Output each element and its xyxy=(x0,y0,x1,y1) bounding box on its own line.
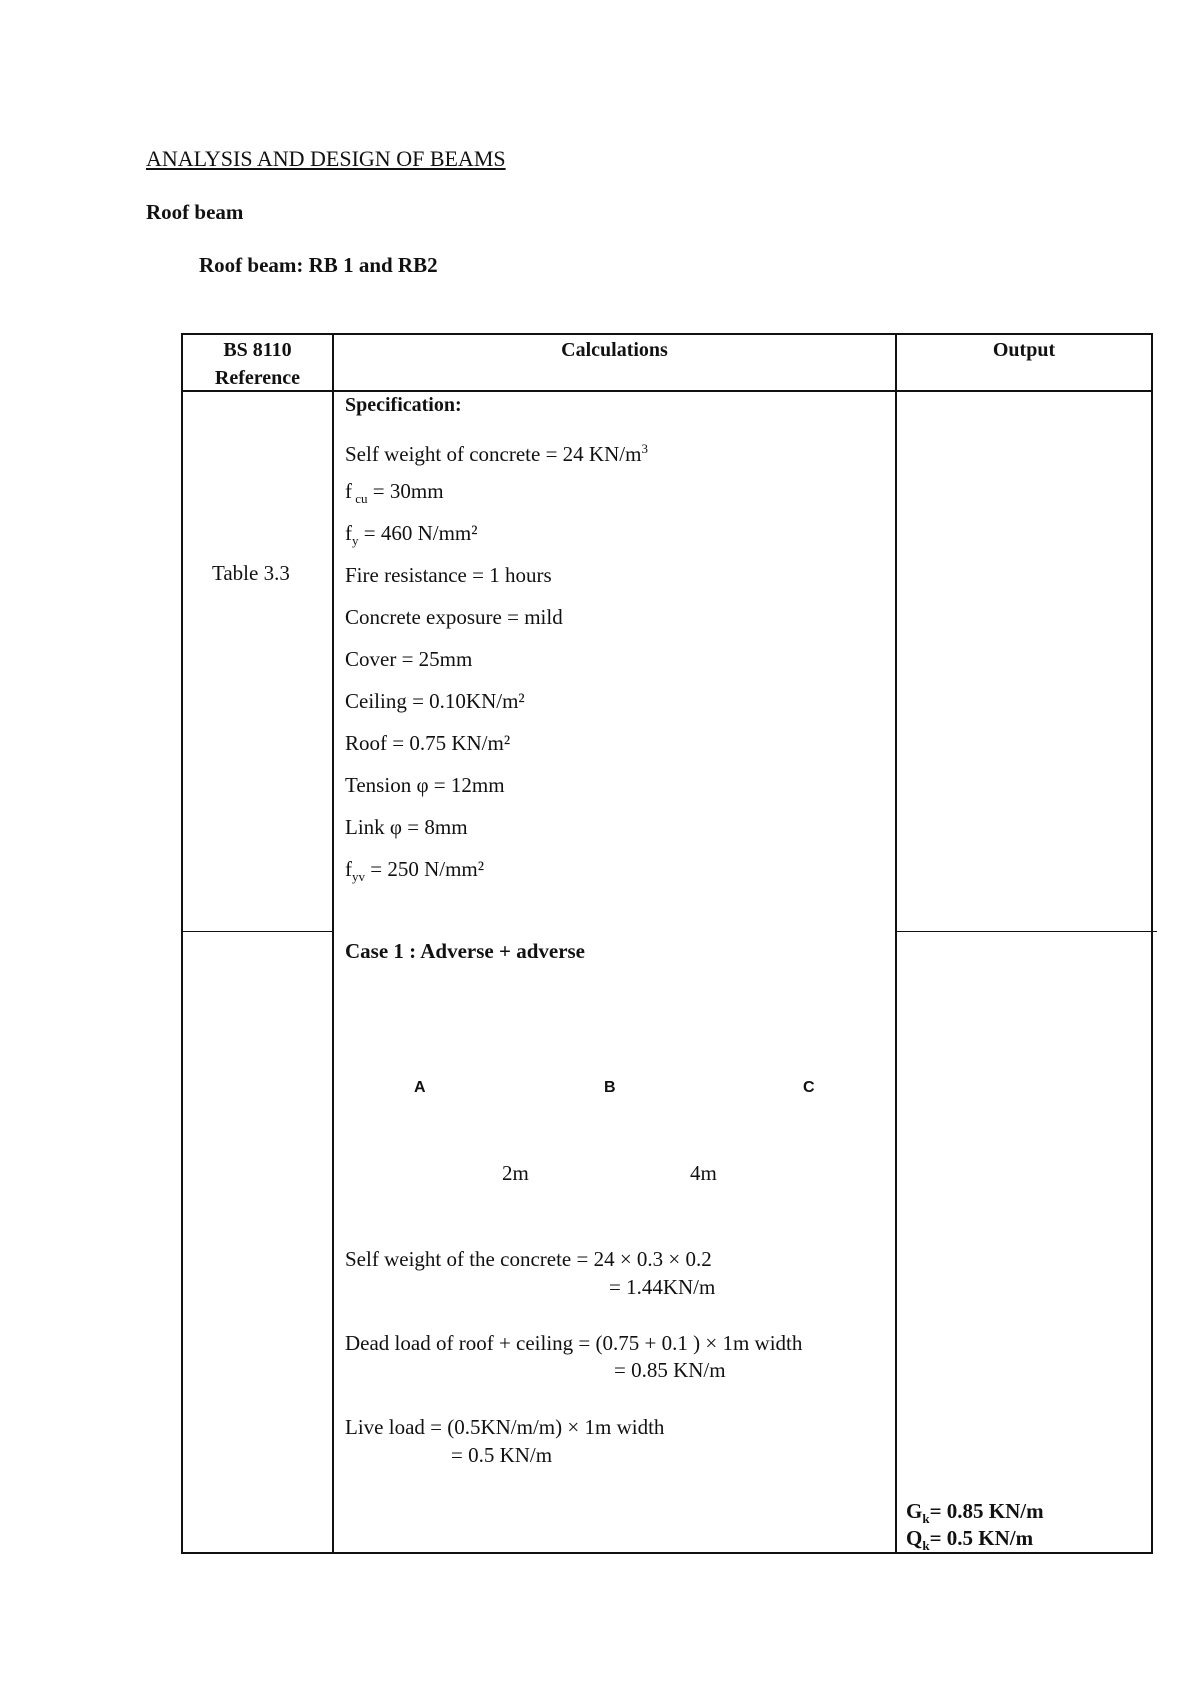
row-divider-left xyxy=(181,931,333,932)
specification-item xyxy=(345,559,648,601)
self-weight-line1: Self weight of the concrete = 24 × 0.3 × 0.2 xyxy=(345,1247,712,1271)
header-reference xyxy=(183,336,332,392)
row-divider-right xyxy=(895,931,1157,932)
case-title: Case 1 : Adverse + adverse xyxy=(345,939,586,963)
specification-list xyxy=(345,433,648,895)
specification-title: Specification: xyxy=(345,394,462,416)
specification-item-text: Self weight of concrete = 24 KN/m xyxy=(345,442,642,466)
specification-item xyxy=(345,769,648,811)
specification-item-text: Roof = 0.75 KN/m² xyxy=(345,731,511,755)
specification-item-value: = 250 N/mm² xyxy=(365,857,485,881)
header-reference-line1: BS 8110 xyxy=(223,339,292,361)
specification-item-text: Fire resistance = 1 hours xyxy=(345,563,552,587)
live-load-line1: Live load = (0.5KN/m/m) × 1m width xyxy=(345,1415,665,1439)
specification-item xyxy=(345,643,648,685)
output-gk-value: = 0.85 KN/m xyxy=(929,1499,1044,1523)
subsection-heading: Roof beam: RB 1 and RB2 xyxy=(199,253,438,277)
specification-item xyxy=(345,685,648,727)
specification-item-text: f xyxy=(345,857,352,881)
section-heading: Roof beam xyxy=(146,200,244,224)
specification-item-subscript: yv xyxy=(352,869,365,885)
output-gk xyxy=(906,1499,1044,1527)
specification-item xyxy=(345,853,648,895)
specification-item-subscript: cu xyxy=(352,491,368,507)
column-divider-2 xyxy=(895,333,897,1554)
span-label-bc: 4m xyxy=(690,1161,717,1185)
node-label-c: C xyxy=(803,1079,815,1096)
specification-item-text: f xyxy=(345,479,352,503)
document-heading: ANALYSIS AND DESIGN OF BEAMS xyxy=(146,146,506,171)
node-label-a: A xyxy=(414,1079,426,1096)
output-gk-symbol: G xyxy=(906,1499,923,1523)
specification-item xyxy=(345,727,648,769)
live-load-line2: = 0.5 KN/m xyxy=(451,1443,553,1467)
specification-item-superscript: 3 xyxy=(641,441,648,456)
specification-item-text: Cover = 25mm xyxy=(345,647,473,671)
specification-item xyxy=(345,517,648,559)
output-qk-subscript: k xyxy=(922,1538,930,1554)
specification-item-value: = 30mm xyxy=(367,479,444,503)
span-label-ab: 2m xyxy=(502,1161,529,1185)
specification-item xyxy=(345,811,648,853)
specification-item-value: = 460 N/mm² xyxy=(358,521,478,545)
specification-item-subscript: y xyxy=(352,533,359,549)
header-output: Output xyxy=(992,339,1056,361)
specification-item-text: Tension φ = 12mm xyxy=(345,773,505,797)
header-reference-line2: Reference xyxy=(214,367,301,389)
dead-load-line1: Dead load of roof + ceiling = (0.75 + 0.1 ) × 1m width xyxy=(345,1331,803,1355)
specification-item xyxy=(345,601,648,643)
specification-item-text: Link φ = 8mm xyxy=(345,815,468,839)
header-calculations: Calculations xyxy=(561,339,668,361)
node-label-b: B xyxy=(604,1079,616,1096)
output-qk-symbol: Q xyxy=(906,1526,923,1550)
column-divider-1 xyxy=(332,333,334,1554)
self-weight-line2: = 1.44KN/m xyxy=(609,1275,716,1299)
specification-item-text: Ceiling = 0.10KN/m² xyxy=(345,689,525,713)
output-qk-value: = 0.5 KN/m xyxy=(929,1526,1034,1550)
specification-item-text: Concrete exposure = mild xyxy=(345,605,563,629)
reference-table-3-3: Table 3.3 xyxy=(212,561,290,585)
specification-item xyxy=(345,475,648,517)
dead-load-line2: = 0.85 KN/m xyxy=(614,1358,726,1382)
output-gk-subscript: k xyxy=(922,1511,930,1527)
output-qk xyxy=(906,1526,1033,1554)
specification-item-text: f xyxy=(345,521,352,545)
specification-item xyxy=(345,433,648,475)
